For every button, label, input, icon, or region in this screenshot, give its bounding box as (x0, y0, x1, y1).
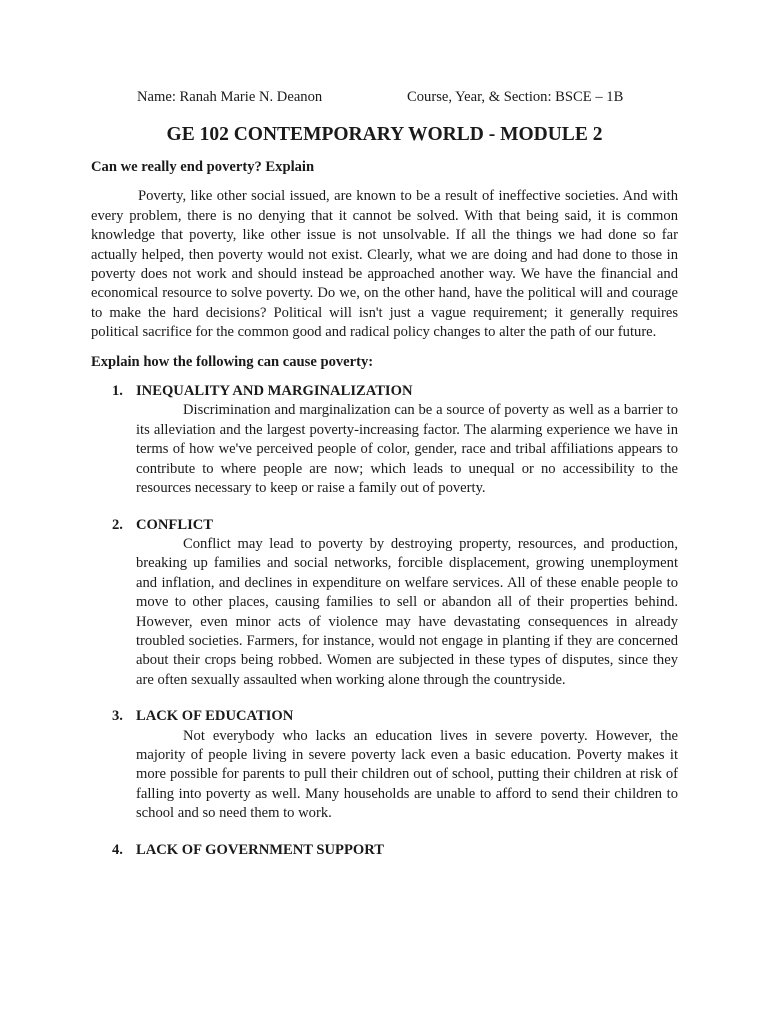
causes-list (91, 382, 678, 860)
cause-number: 1. (112, 383, 123, 400)
cause-number: 3. (112, 708, 123, 725)
cause-title: INEQUALITY AND MARGINALIZATION (136, 383, 413, 400)
cause-text: Not everybody who lacks an education lives in severe poverty. However, the majority of people living in severe poverty lack even a basic education. Poverty makes it more possible for parents to pull their children out of school, putting their children at risk of falling into poverty as well. Many households are unable to afford to send their children to school and so need them to work. (136, 727, 678, 822)
cause-number: 4. (112, 841, 123, 858)
question-1-heading: Can we really end poverty? Explain (91, 159, 315, 175)
course-year-section: Course, Year, & Section: BSCE – 1B (407, 89, 624, 105)
cause-item-education (91, 707, 678, 823)
student-info (137, 88, 678, 108)
question-2-heading: Explain how the following can cause poverty: (91, 353, 374, 370)
document-title: GE 102 CONTEMPORARY WORLD - MODULE 2 (166, 124, 603, 145)
cause-title: LACK OF EDUCATION (136, 708, 294, 725)
cause-item-government (91, 841, 678, 860)
cause-title: CONFLICT (136, 516, 214, 533)
question-1-answer: Poverty, like other social issued, are known to be a result of ineffective societies. And with every problem, there is no denying that it cannot be solved. With that being said, it is common knowledge that poverty, like other issue is not unsolvable. If all the things we had done so far actually helped, then poverty would not exist. Clearly, what we are doing and had done to those in poverty does not work and should instead be approached another way. We have the financial and economical resource to solve poverty. Do we, on the other hand, have the political will and courage to make the hard decisions? Political will isn't just a vague requirement; it generally requires political sacrifice for the common good and radical policy changes to alter the path of our future. (91, 188, 678, 341)
student-name: Name: Ranah Marie N. Deanon (137, 89, 323, 105)
cause-text: Conflict may lead to poverty by destroying property, resources, and production, breaking up families and social networks, forcible displacement, growing unemployment and inflation, and declines in expenditure on welfare services. All of these enable people to move to other places, causing families to sell or abandon all of their properties behind. However, even minor acts of violence may have devastating consequences in already troubled societies. Farmers, for instance, would not engage in planting if they are concerned about their crops being robbed. Women are subjected in these types of disputes, since they are often sexually assaulted when working alone through the countryside. (136, 535, 678, 688)
cause-item-conflict (91, 516, 678, 691)
cause-text: Discrimination and marginalization can be a source of poverty as well as a barrier to its alleviation and the largest poverty-increasing factor. The alarming experience we have in terms of how we've perceived people of color, gender, race and tribal affiliations appears to contribute to where people are now; which leads to unequal or no accessibility to the resources necessary to keep or raise a family out of poverty. (136, 402, 678, 497)
cause-item-inequality (91, 382, 678, 498)
cause-number: 2. (112, 516, 123, 533)
cause-title: LACK OF GOVERNMENT SUPPORT (136, 841, 385, 858)
